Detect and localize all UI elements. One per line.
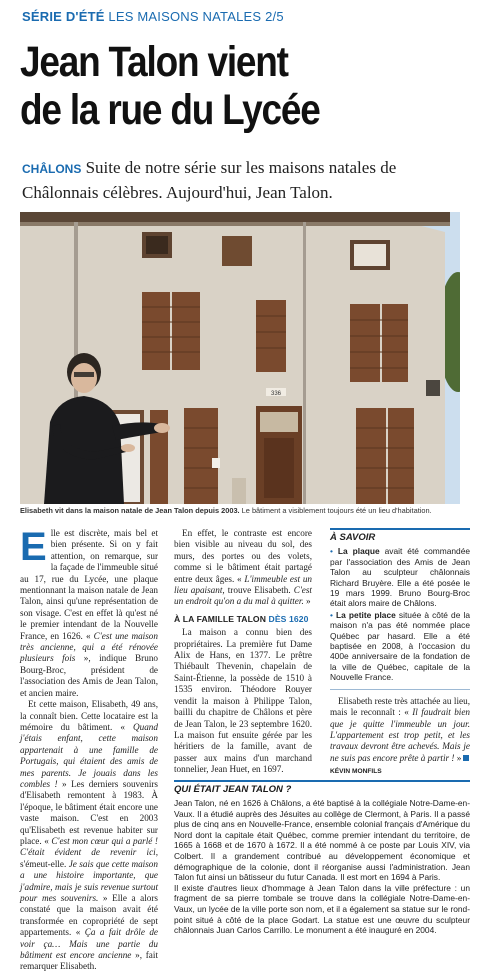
savoir-item1-text: avait été commandée par l'association des Amis de Jean Talon au sculpteur châlonnais Richard Bruyère. Elle a été posée le 19 mars 1999. Bruno Bourg-Broc était alors maire de Châlons. <box>330 546 471 609</box>
paragraph-3 <box>174 528 312 608</box>
house-photo <box>20 212 460 504</box>
paragraph-1 <box>20 525 159 699</box>
paragraph-2 <box>20 699 158 973</box>
caption-bold: Elisabeth vit dans la maison natale de Jean Talon depuis 2003. <box>20 506 240 515</box>
bio-paragraph-1: Jean Talon, né en 1626 à Châlons, a été baptisé à la collégiale Notre-Dame-en-Vaux. Il a étudié auprès des Jésuites au collège de Clermont, à Paris. Il a passé plus de cinq ans en Nouvelle-France, ensemble colonial français d'Amérique du Nord dont la capitale était Québec, comme premier intendant du territoire, de 1665 à 1668 et de 1670 à 1672. Il a été nommé à ce poste par Louis XIV, via Colbert. Il a grandement contribué au développement économique et démographique de la colonie, dont il réorganise aussi l'administration. Jean Talon fut ainsi un bâtisseur du futur Canada. Il est mort en 1694 à Paris. <box>174 798 470 883</box>
house-number: 336 <box>270 391 282 397</box>
p1-text: lle est discrète, mais bel et bien présente. Si on y fait attention, on remarque, sur la façade de l'immeuble situé au 17, rue du Lycée, une plaque mentionnant la maison natale de Jean Talon, ainsi qu'une représentation de son visage. C'est en effet là qu'est né le premier intendant de la Nouvelle France, en 1626. « <box>20 528 158 641</box>
p2-quote: Quand j'étais enfant, cette maison appartenait à une famille de Portugais, qui étaient des amis de mes parents. Je jouais dans les combles ! <box>20 721 158 789</box>
p2-end3: », fait remarquer Elisabeth. <box>20 950 158 972</box>
bio-text <box>174 798 470 936</box>
closing-text: Elisabeth reste très attachée au lieu, mais le reconnaît : « <box>330 695 470 718</box>
p2-end2: » Elle a alors constaté que la maison avait été transformée en copropriété de sept appartements. « <box>20 893 158 938</box>
savoir-item2-text: située à côté de la maison n'a pas été nommée place Québec par hasard. Elle a été baptisée en 2008, à l'occasion du 400e anniversaire de la fondation de la ville de Québec, capitale de la Nouvelle France. <box>330 609 471 683</box>
subhead-date: DÈS 1620 <box>268 613 309 624</box>
p1-quote: C'est une maison très ancienne, qui a été rénovée plusieurs fois <box>20 630 158 664</box>
p2-text: Et cette maison, Elisabeth, 49 ans, la connaît bien. Cette locataire est la mémoire du bâtiment. « <box>20 699 158 732</box>
c2-end: » <box>306 596 311 607</box>
lede-text: Suite de notre série sur les maisons natales de Châlonnais célèbres. Aujourd'hui, Jean Talon. <box>22 158 397 202</box>
article-column-1 <box>20 525 159 973</box>
article-column-2 <box>174 528 312 776</box>
caption-rest: Le bâtiment a visiblement toujours été un lieu d'habitation. <box>241 506 432 515</box>
savoir-item2-bold: La petite place <box>336 609 396 620</box>
c2-mid: trouve Elisabeth. <box>227 585 291 596</box>
savoir-box <box>330 546 470 682</box>
author-signature: KÉVIN MONFILS <box>330 768 382 776</box>
divider <box>330 689 470 690</box>
title-line-1: Jean Talon vient <box>20 38 288 86</box>
closing-quote: Il faudrait bien que je quitte l'immeuble un jour. L'appartement est trop petit, et les travaux devront être achevés. Mais je ne suis pas encore prête à partir ! <box>330 707 471 763</box>
drop-cap: E <box>20 525 47 569</box>
sidebar-column <box>330 528 470 778</box>
p2-quote4: Ça a fait drôle de voir ça… Mais une partie du bâtiment est encore ancienne <box>20 927 159 961</box>
c2-quote: L'immeuble est un lieu apaisant, <box>174 573 313 596</box>
series-kicker <box>22 9 284 24</box>
savoir-item1-bold: La plaque <box>337 546 380 557</box>
kicker-series: SÉRIE D'ÉTÉ <box>22 9 105 24</box>
p2-end: » Les derniers souvenirs d'Elisabeth remontent à 1983. À l'époque, le bâtiment était encore une vaste maison. C'est en 2003 qu'Elisabeth est revenue habiter sur place. « <box>20 778 159 846</box>
savoir-item-place: • La petite place située à côté de la maison n'a pas été nommée place Québec par hasard. Elle a été baptisée en 2008, à l'occasion du 400e anniversaire de la fondation de la ville de Québec, capitale de la Nouvelle France. <box>330 609 471 683</box>
house-illustration <box>20 212 460 504</box>
kicker-topic: LES MAISONS NATALES 2/5 <box>108 9 284 24</box>
bio-paragraph-2: Il existe d'autres lieux d'hommage à Jean Talon dans la ville préfecture : un fragment de sa pierre tombale se trouve dans la collégiale Notre-Dame-en-Vaux, un lycée de la ville porte son nom, et il a également sa statue sur le rond-point situé à côté de la place Godart. La statue est une œuvre du sculpteur châlonnais Juan Carlos Carrillo. Le monument a été inauguré en 2004. <box>174 882 470 936</box>
closing-paragraph <box>330 696 470 764</box>
end-mark-icon <box>463 755 469 761</box>
article-title <box>20 38 398 134</box>
lede-city: CHÂLONS <box>22 162 82 176</box>
title-line-2: de la rue du Lycée <box>20 86 320 134</box>
savoir-title: À SAVOIR <box>330 528 470 543</box>
p1-end: », indique Bruno Bourg-Broc, président de l'association des Amis de Jean Talon, et ancien maire. <box>20 653 159 698</box>
c2-quote2: C'est un endroit qu'on a du mal à quitter. <box>174 585 312 607</box>
subhead-prefix: À LA FAMILLE TALON <box>174 613 267 624</box>
section-subhead <box>174 614 312 625</box>
p2-mid: s'émeut-elle. <box>20 858 67 869</box>
bio-box <box>174 780 470 936</box>
p2-quote2: C'est mon cœur qui a parlé ! C'était évident de revenir ici, <box>20 835 158 858</box>
photo-caption <box>20 506 460 516</box>
closing-end: » <box>456 752 462 763</box>
paragraph-4: La maison a connu bien des propriétaires. La première fut Dame Alix de Hans, en 1377. Le prêtre Thiébault Thevenin, chapelain de Saint-Étienne, la possède de 1510 à 1535 environ. Théodore Rouyer vendit la maison à Philippe Talon, bailli du chapitre de Châlons et père de Jean Talon, le 23 septembre 1620. La maison fut ensuite gérée par les héritiers de la famille, avant de passer aux mains d'un marchand tonnelier, Jean Huet, en 1697. <box>174 627 312 775</box>
p2-quote3: Je sais que cette maison a une histoire importante, que j'admire, mais je suis revenue surtout pour mes souvenirs. <box>20 858 158 903</box>
article-lede <box>22 156 462 205</box>
savoir-item-plaque: • La plaque avait été commandée par l'association des Amis de Jean Talon au sculpteur châlonnais Richard Bruyère. Elle a été posée le 19 mars 1999. Bruno Bourg-Broc était alors maire de Châlons. <box>330 546 471 609</box>
bio-title: QUI ÉTAIT JEAN TALON ? <box>174 780 470 795</box>
c2-p1: En effet, le contraste est encore bien visible au niveau du sol, des murs, des portes ou des volets, comme si le bâtiment était partagé entre deux âges. « <box>174 528 312 584</box>
